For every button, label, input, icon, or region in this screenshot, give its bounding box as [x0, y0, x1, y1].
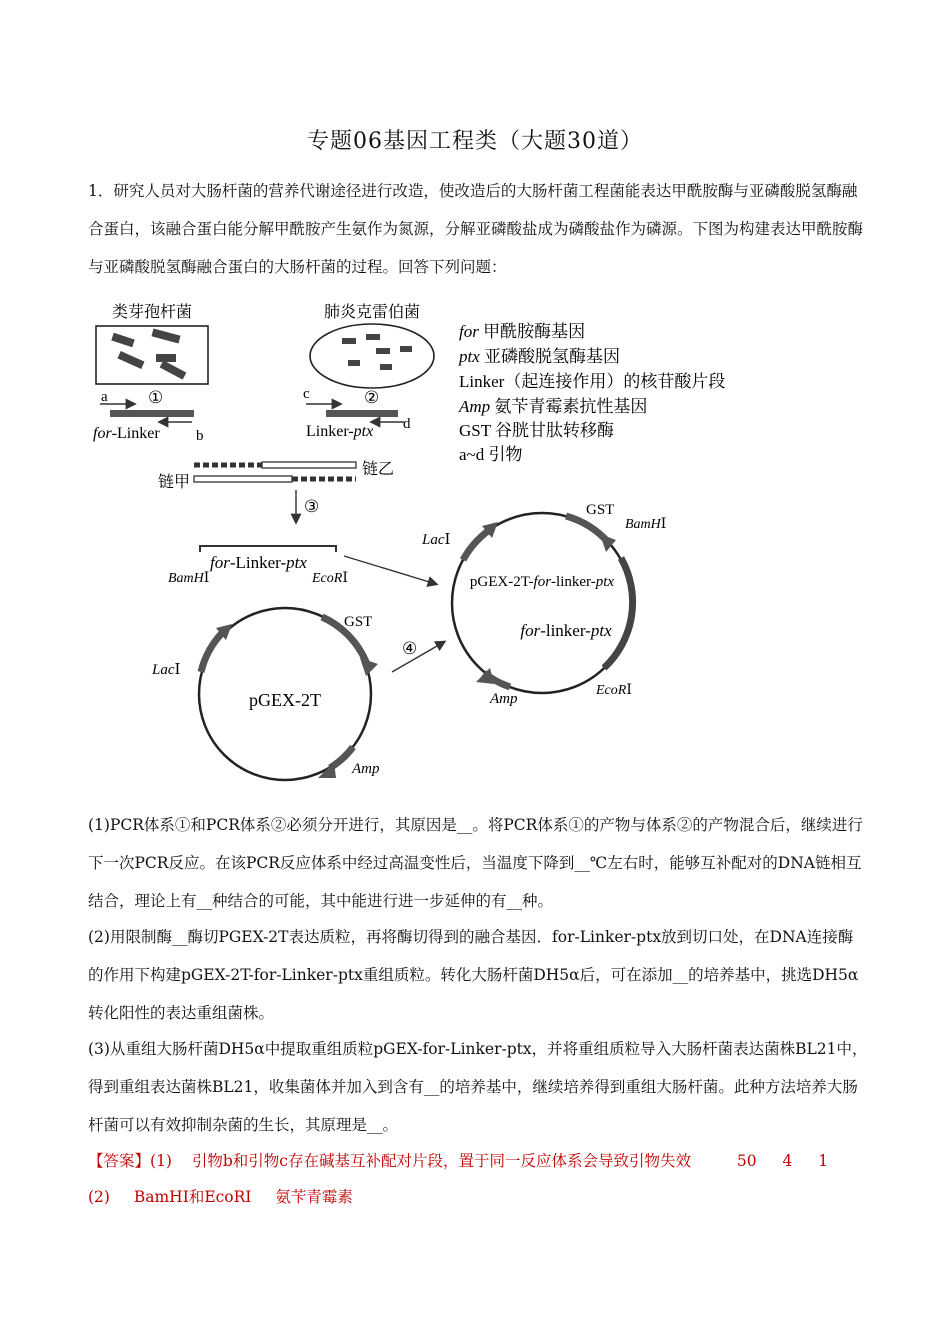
legend-item: Amp 氨苄青霉素抗性基因 — [459, 397, 648, 416]
figure-legend — [458, 322, 725, 464]
amp-arrowhead-big — [476, 668, 494, 684]
answer-line-1 — [88, 1142, 878, 1180]
linker-ptx-label: Linker-ptx — [306, 423, 374, 440]
answer-value: 4 — [782, 1152, 793, 1170]
answer-line-2 — [88, 1178, 868, 1216]
laci-segment-big — [463, 531, 488, 560]
answer-part-num: (2) — [88, 1188, 110, 1206]
answer-value: 1 — [818, 1152, 829, 1170]
primer-a-label: a — [101, 389, 108, 405]
bamhi-site-label: BamHⅠ — [168, 571, 210, 586]
chain-b-label: 链乙 — [362, 461, 395, 478]
primer-b-label: b — [196, 428, 204, 444]
answer-tag: 【答案】 — [88, 1152, 151, 1170]
for-linker-label: for-Linker — [93, 425, 160, 442]
legend-item: ptx 亚磷酸脱氢酶基因 — [459, 347, 621, 366]
chain-a-bar — [194, 476, 292, 482]
bamhi-label-big: BamHⅠ — [625, 517, 667, 532]
plasmid-big-name: pGEX-2T-for-linker-ptx — [469, 574, 615, 590]
box1-label: 类芽孢杆菌 — [111, 304, 193, 321]
step-2-label: ② — [364, 388, 380, 407]
legend-item: Linker（起连接作用）的核苷酸片段 — [459, 372, 726, 391]
step-3-label: ③ — [304, 497, 320, 516]
gene-fragments-2 — [342, 334, 412, 370]
question-part-3: (3)从重组大肠杆菌DH5α中提取重组质粒pGEX-for-Linker-ptx，并将重组质粒导入大肠杆菌表达菌株BL21中，得到重组表达菌株BL21，收集菌体并加入到含有__的培养基中，继续培养得到重组大肠杆菌。此种方法培养大肠杆菌可以有效抑制杂菌的生长，其原理是__。 — [88, 1040, 868, 1134]
step-4-arrow — [392, 642, 444, 672]
fusion-gene-bracket — [200, 546, 336, 552]
plasmid-small-name: pGEX-2T — [249, 690, 321, 710]
amp-label-small: Amp — [352, 761, 380, 777]
step-4-label: ④ — [402, 639, 418, 658]
legend-item: GST 谷胱甘肽转移酶 — [459, 421, 615, 440]
ecori-label-big: EcoRⅠ — [596, 683, 632, 698]
question-intro: 1．研究人员对大肠杆菌的营养代谢途径进行改造，使改造后的大肠杆菌工程菌能表达甲酰胺酶与亚磷酸脱氢酶融合蛋白，该融合蛋白能分解甲酰胺产生氨作为氮源，分解亚磷酸盐成为磷酸盐作为磷源。下图为构建表达甲酰胺酶与亚磷酸脱氢酶融合蛋白的大肠杆菌的过程。回答下列问题： — [88, 182, 864, 276]
for-linker-bar — [110, 410, 194, 417]
legend-item: for 甲酰胺酶基因 — [459, 322, 586, 341]
laci-label-small: LacⅠ — [152, 662, 181, 678]
question-part-2: (2)用限制酶__酶切PGEX-2T表达质粒，再将酶切得到的融合基因．for-Linker-ptx放到切口处，在DNA连接酶的作用下构建pGEX-2T-for-Linker-ptx重组质粒。转化大肠杆菌DH5α后，可在添加__的培养基中，挑选DH5α转化阳性的表达重组菌株。 — [88, 928, 859, 1022]
construction-figure — [0, 290, 950, 810]
fusion-gene-label: for-Linker-ptx — [210, 553, 307, 572]
laci-label-big: LacⅠ — [422, 532, 451, 548]
page-title: 专题06基因工程类（大题30道） — [307, 129, 643, 154]
insert-arrow — [344, 556, 436, 584]
primer-c-label: c — [303, 386, 310, 402]
box2-label: 肺炎克雷伯菌 — [323, 304, 421, 321]
ecori-site-label: EcoRⅠ — [312, 571, 348, 586]
answer-text: BamHⅠ和EcoRⅠ — [133, 1188, 252, 1206]
primer-d-label: d — [403, 416, 411, 432]
insert-label-big: for-linker-ptx — [520, 621, 612, 640]
answer-part-num: (1) — [150, 1152, 172, 1170]
answer-value: 50 — [736, 1152, 757, 1170]
klebsiella-ellipse — [310, 324, 434, 388]
linker-ptx-bar — [326, 410, 398, 417]
gst-label-small: GST — [344, 614, 373, 630]
laci-segment — [201, 631, 224, 672]
gene-fragments-1 — [111, 329, 186, 380]
chain-a-label: 链甲 — [158, 474, 191, 491]
legend-item: a~d 引物 — [459, 445, 523, 464]
answer-text: 氨苄青霉素 — [275, 1188, 353, 1206]
step-1-label: ① — [148, 388, 164, 407]
amp-label-big: Amp — [490, 691, 518, 707]
chain-b-bar — [262, 462, 356, 468]
amp-arrowhead — [318, 762, 336, 778]
question-part-1: (1)PCR体系①和PCR体系②必须分开进行，其原因是__。将PCR体系①的产物与体系②的产物混合后，继续进行下一次PCR反应。在该PCR反应体系中经过高温变性后，当温度下降到__℃左右时，能够互补配对的DNA链相互结合，理论上有__种结合的可能，其中能进行进一步延伸的有__种。 — [88, 816, 863, 910]
answer-text: 引物b和引物c存在碱基互补配对片段，置于同一反应体系会导致引物失效 — [191, 1152, 691, 1170]
gst-label-big: GST — [586, 502, 615, 518]
